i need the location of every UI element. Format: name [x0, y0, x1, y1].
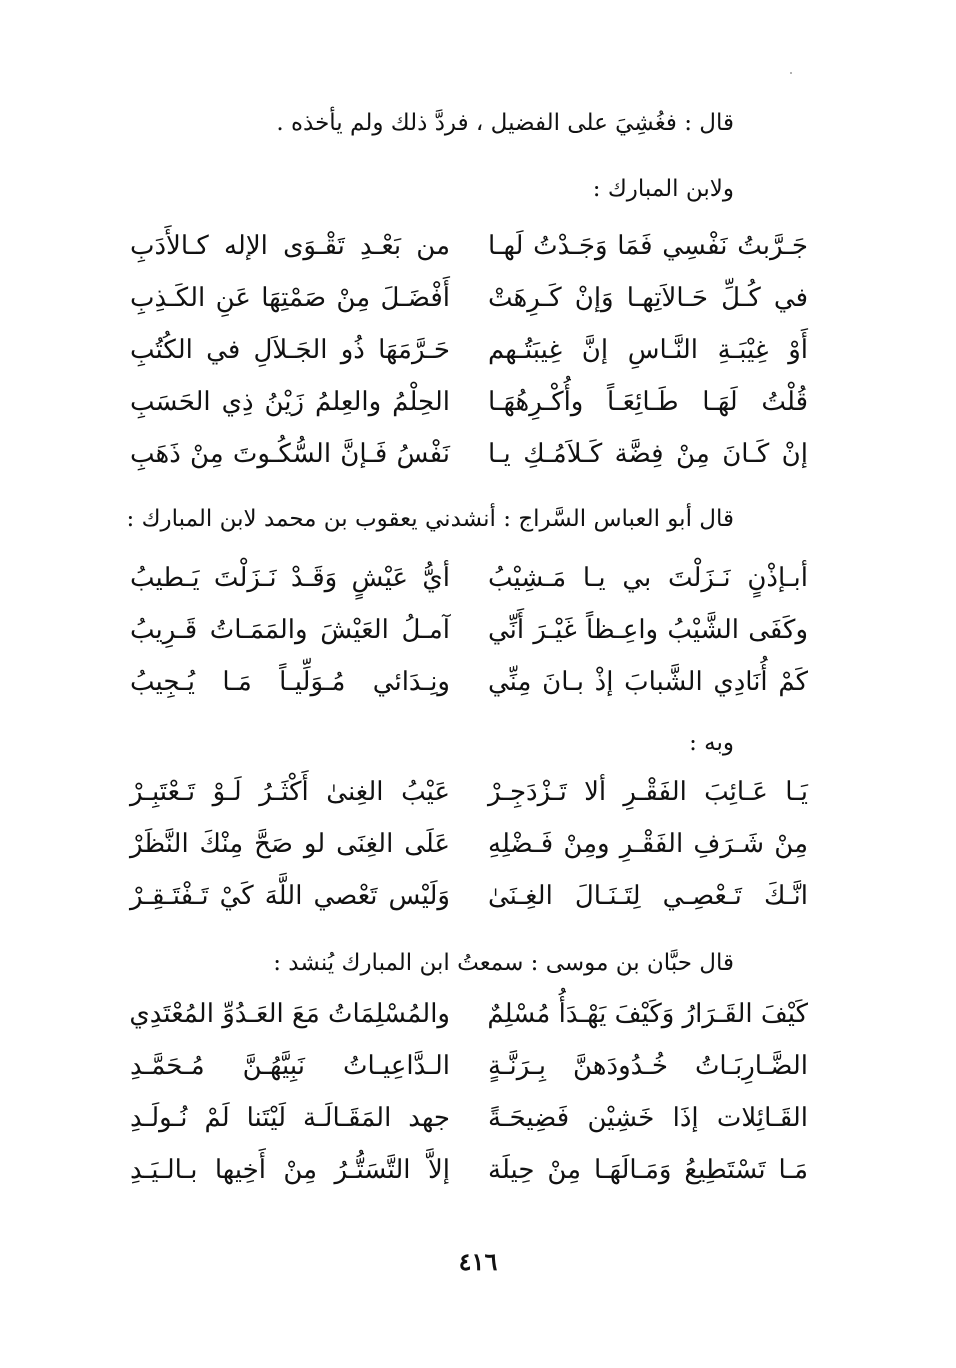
second-hemistich: والمُسْلِمَاتُ مَعَ العَـدُوِّ المُعْتَدِي	[129, 999, 450, 1029]
second-hemistich: من بَعْـدِ تَقْـوَى الإله كـالأَدَبِ	[130, 231, 450, 261]
verse-row	[130, 428, 808, 480]
page-number: ٤١٦	[458, 1247, 498, 1276]
first-hemistich: وكَفَى الشَّيْبُ واعِـظاً غَيْـرَ أَنِّي	[488, 615, 808, 645]
second-hemistich: أيُّ عَيْشٍ وَقَـدْ نَـزَلْتَ يَـطيبُ	[130, 563, 450, 593]
verse-row	[130, 870, 808, 922]
second-hemistich: وَلَيْس تَعْصي اللَّهَ كَيْ تَـفْتَـقِـرْ	[130, 881, 450, 911]
first-hemistich: جَـرَّبتُ نَفْسِي فَمَا وَجَـدْتُ لَهـا	[488, 231, 808, 261]
first-hemistich: قُلْتُ لَهَـا طَـائِعَـاً وأُكْـرِهُهَـا	[488, 387, 808, 417]
first-hemistich: أَوْ غِيْبَـةِ النَّـاسِ إنَّ غِيبَتُـهم	[488, 335, 808, 365]
heading-abu-al-abbas: قال أبو العباس السَّراج : أنشدني يعقوب بن محمد لابن المبارك :	[126, 506, 734, 532]
heading-wa-bihi: وبه :	[689, 730, 734, 756]
poem-2	[130, 552, 808, 708]
second-hemistich: حَـرَّمَهَا ذُو الجَـلاَلِ في الكُتُبِ	[130, 335, 450, 365]
second-hemistich: الحِلْمُ والعِلمُ زَيْنُ ذِي الحَسَبِ	[130, 387, 450, 417]
verse-row	[130, 1144, 808, 1196]
verse-row	[130, 272, 808, 324]
heading-ibn-al-mubarak: ولابن المبارك :	[592, 176, 734, 202]
scan-speck	[790, 72, 792, 74]
second-hemistich: عَلَى الغِنَى لو صَحَّ مِنْكَ النَّظَرْ	[130, 829, 450, 859]
second-hemistich: جهد المَقَـالَـة لَيْتَنا لَمْ نُـولَـدِ	[130, 1103, 450, 1133]
verse-row	[130, 988, 808, 1040]
first-hemistich: مَـا تَسْتَطِيعُ وَمَـالَهَـا مِنْ حِيلَة	[488, 1155, 808, 1185]
first-hemistich: في كُـلِّ حَـالاَتِهـا وَإنْ كَـرِهَتْ	[488, 283, 808, 313]
poem-3	[130, 766, 808, 922]
first-hemistich: أبـإذْنٍ نَـزَلْتَ بي يـا مَـشِيْبُ	[488, 563, 808, 593]
verse-row	[130, 1040, 808, 1092]
second-hemistich: عَيْبُ الغِنىٰ أَكْثَـرُ لَـوْ تَـعْتَبِـرْ	[130, 777, 450, 807]
second-hemistich: الـدَّاعِيـاتُ نَبِيَّهُـنَّ مُـحَمَّـدِ	[130, 1051, 450, 1081]
first-hemistich: كَمْ أُنَادِي الشَّبابَ إذْ بـانَ مِنِّي	[488, 667, 808, 697]
verse-row	[130, 552, 808, 604]
second-hemistich: إلاَّ التَّسَتُّـرُ مِنْ أَخِيها بـالـيَـدِ	[130, 1155, 450, 1185]
second-hemistich: آمـلُ العَيْشَ والمَمَـاتُ قَـرِيبُ	[130, 615, 450, 645]
first-hemistich: القَـائِلات إذَا خَشِيْن فَضِيحَـةً	[488, 1103, 808, 1133]
verse-row	[130, 324, 808, 376]
heading-hibban-bin-musa: قال حبَّان بن موسى : سمعتُ ابن المبارك يُنشد :	[273, 950, 734, 976]
verse-row	[130, 1092, 808, 1144]
first-hemistich: كَيْفَ القَـرَارُ وَكَيْفَ يَهْـدَأُ مُسْلِمٌ	[487, 999, 808, 1029]
verse-row	[130, 604, 808, 656]
first-hemistich: انَّـكَ تَـعْصِـي لِتَـنَـالَ الغِـنَىٰ	[488, 881, 808, 911]
second-hemistich: ونِـدَائي مُـوَلِّيـاً مَـا يُـجِيبُ	[130, 667, 450, 697]
poem-4	[130, 988, 808, 1196]
intro-line: قال : فغُشِيَ على الفضيل ، فردَّ ذلك ولم يأخذه .	[276, 110, 734, 136]
second-hemistich: نَفْسُ فَـإنَّ السُّكُـوتَ مِنْ ذَهَبِ	[130, 439, 450, 469]
verse-row	[130, 818, 808, 870]
verse-row	[130, 220, 808, 272]
second-hemistich: أَفْضَـلَ مِنْ صَمْتِهَا عَنِ الكَـذِبِ	[130, 283, 450, 313]
first-hemistich: يَـا عَـائِبَ الفَقْـرِ ألا تَـزْدَجِـرْ	[488, 777, 808, 807]
verse-row	[130, 766, 808, 818]
first-hemistich: مِنْ شَـرَفِ الفَقْـرِ ومِنْ فَـضْلِهِ	[488, 829, 808, 859]
verse-row	[130, 656, 808, 708]
first-hemistich: إنْ كَـانَ مِنْ فِضَّة كَـلاَمُـكِ يـا	[488, 439, 808, 469]
poem-1	[130, 220, 808, 480]
verse-row	[130, 376, 808, 428]
first-hemistich: الضَّـارِبَـاتُ خُـدُودَهنَّ بِـرَنَّـةٍ	[488, 1051, 808, 1081]
